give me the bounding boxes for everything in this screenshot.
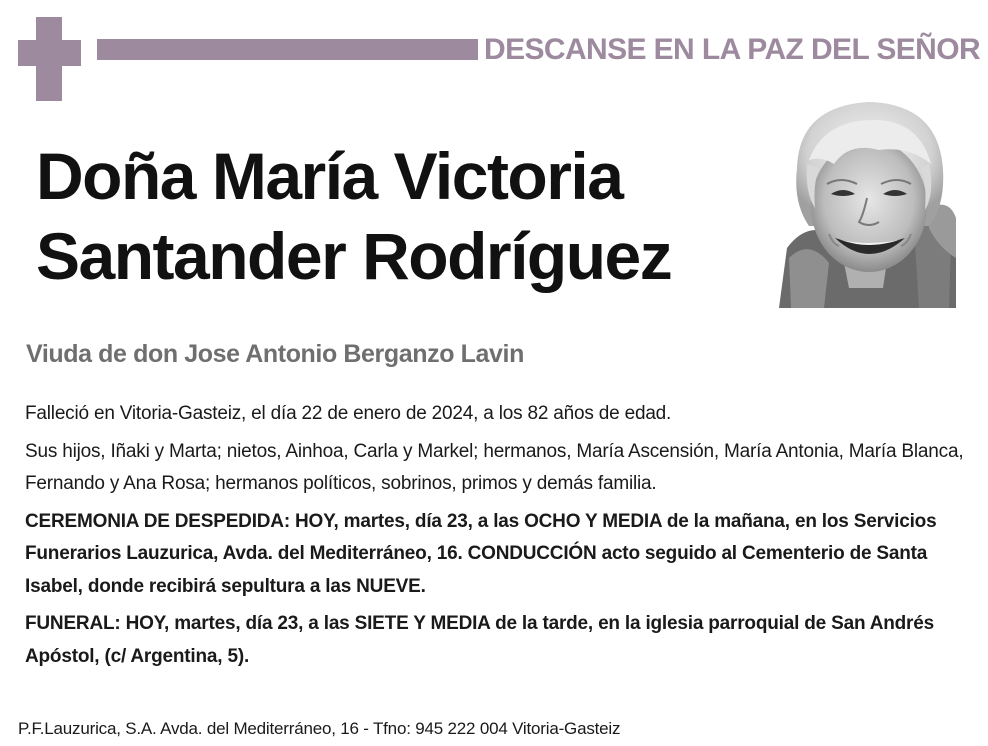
family-paragraph: Sus hijos, Iñaki y Marta; nietos, Ainhoa, Carla y Markel; hermanos, María Ascensión, María Antonia, María Blanca, Fernando y Ana Rosa; hermanos políticos, sobrinos, primos y demás familia.	[25, 440, 964, 494]
funeral-home-footer: P.F.Lauzurica, S.A. Avda. del Mediterráneo, 16 - Tfno: 945 222 004 Vitoria-Gasteiz	[18, 719, 621, 738]
portrait-photo	[779, 98, 956, 308]
widow-subtitle: Viuda de don Jose Antonio Berganzo Lavin	[26, 340, 524, 368]
header-bar	[97, 39, 478, 60]
deceased-name	[36, 136, 776, 296]
header-title: DESCANSE EN LA PAZ DEL SEÑOR	[484, 33, 981, 66]
cross-horizontal-bar	[18, 40, 81, 66]
death-notice-paragraph: Falleció en Vitoria-Gasteiz, el día 22 de enero de 2024, a los 82 años de edad.	[25, 403, 672, 424]
funeral-paragraph: FUNERAL: HOY, martes, día 23, a las SIETE Y MEDIA de la tarde, en la iglesia parroquial de San Andrés Apóstol, (c/ Argentina, 5).	[25, 613, 934, 667]
notice-body	[25, 398, 970, 673]
deceased-name-line1: Doña María Victoria	[36, 139, 623, 213]
portrait-image	[779, 98, 956, 308]
deceased-name-line2: Santander Rodríguez	[36, 219, 672, 293]
ceremony-paragraph: CEREMONIA DE DESPEDIDA: HOY, martes, día 23, a las OCHO Y MEDIA de la mañana, en los Servicios Funerarios Lauzurica, Avda. del Mediterráneo, 16. CONDUCCIÓN acto seguido al Cementerio de Santa Isabel, donde recibirá sepultura a las NUEVE.	[25, 510, 937, 597]
